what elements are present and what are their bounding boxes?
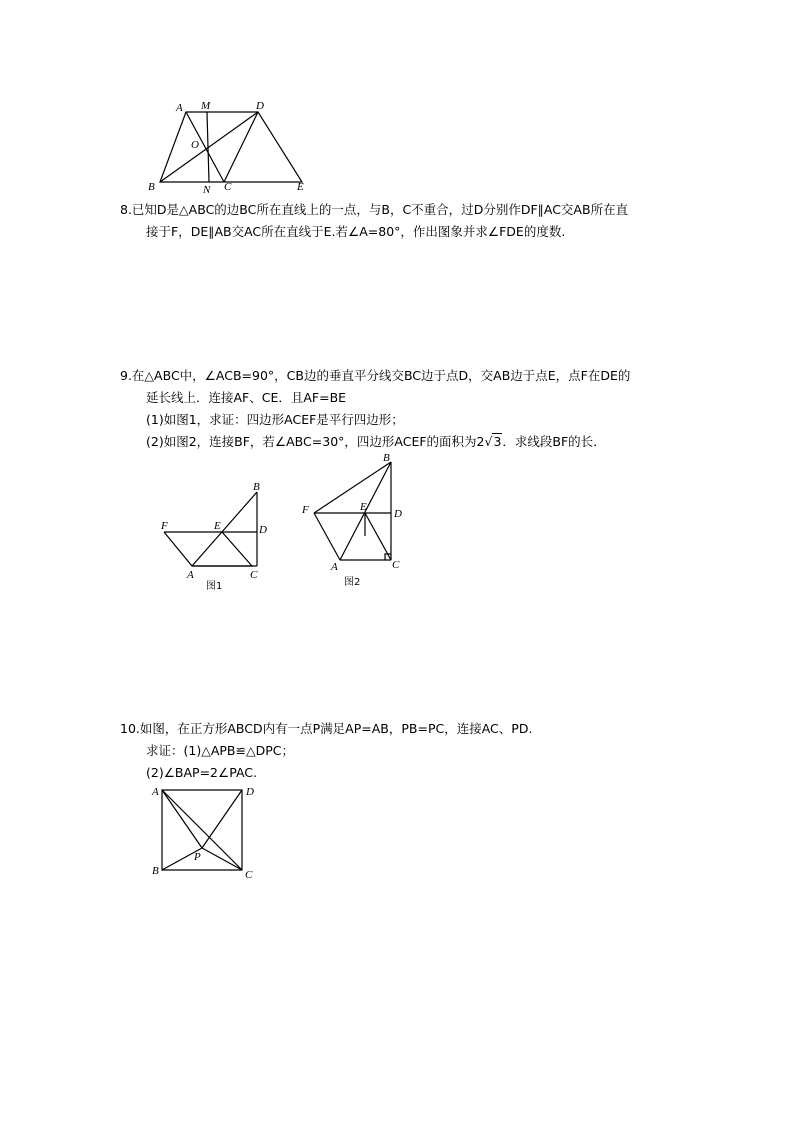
label-c: C (224, 181, 232, 193)
q8-line-1: 8.已知D是△ABC的边BC所在直线上的一点，与B，C不重合，过D分别作DF∥AC交AB所在直 (120, 202, 629, 217)
segment-pc (202, 848, 242, 870)
label-b: B (383, 452, 390, 464)
segment-ac (162, 790, 242, 870)
label-d: D (246, 786, 254, 798)
label-b: B (253, 481, 260, 493)
label-n: N (203, 184, 211, 196)
q9-line-4-pre: (2)如图2，连接BF，若∠ABC=30°，四边形ACEF的面积为2 (146, 434, 485, 449)
label-f: F (302, 504, 309, 516)
label-b: B (148, 181, 155, 193)
figure-caption-1: 图1 (206, 581, 223, 592)
q9-line-4-post: ．求线段BF的长． (502, 434, 606, 449)
segment-dp (202, 790, 242, 848)
label-d: D (259, 524, 267, 536)
question-9 (120, 365, 630, 453)
figure-q10 (145, 780, 260, 885)
segment-ec (365, 513, 391, 560)
figure-q9-1 (155, 478, 275, 593)
label-a: A (187, 569, 194, 581)
figure-q9-2 (295, 450, 415, 590)
label-p: P (194, 851, 201, 863)
segment-fa (314, 513, 340, 560)
label-f: F (161, 520, 168, 532)
q8-line-2: 接于F，DE∥AB交AC所在直线于E.若∠A=80°，作出图象并求∠FDE的度数. (146, 224, 566, 239)
sqrt-symbol: √3 (484, 434, 502, 449)
label-e: E (360, 501, 367, 513)
q10-line-3: (2)∠BAP=2∠PAC. (146, 765, 257, 780)
question-10 (120, 718, 532, 784)
label-e: E (297, 181, 304, 193)
segment-fb (314, 462, 391, 513)
q9-line-2: 延长线上．连接AF、CE．且AF=BE (146, 390, 347, 405)
segment-ab (192, 492, 257, 566)
label-d: D (256, 100, 264, 112)
trapezoid-outline (160, 112, 302, 182)
figure-caption-2: 图2 (344, 577, 361, 588)
label-d: D (394, 508, 402, 520)
q9-line-3: (1)如图1，求证：四边形ACEF是平行四边形； (146, 412, 404, 427)
question-8 (120, 199, 628, 243)
label-c: C (392, 559, 400, 571)
label-o: O (191, 139, 199, 151)
quad-acef (164, 532, 252, 566)
label-c: C (245, 869, 253, 881)
label-m: M (201, 100, 211, 112)
label-e: E (214, 520, 221, 532)
sqrt-radicand: 3 (493, 434, 502, 449)
figure-trapezoid (140, 96, 320, 196)
segment-dc (224, 112, 258, 182)
label-b: B (152, 865, 159, 877)
q10-line-2: 求证：(1)△APB≌△DPC； (146, 743, 294, 758)
segment-ap (162, 790, 202, 848)
label-a: A (152, 786, 159, 798)
label-a: A (176, 102, 183, 114)
label-c: C (250, 569, 258, 581)
label-a: A (331, 561, 338, 573)
q9-line-1: 9.在△ABC中，∠ACB=90°，CB边的垂直平分线交BC边于点D，交AB边于点E，点F在DE的 (120, 368, 631, 383)
q10-line-1: 10.如图，在正方形ABCD内有一点P满足AP=AB，PB=PC，连接AC、PD. (120, 721, 533, 736)
